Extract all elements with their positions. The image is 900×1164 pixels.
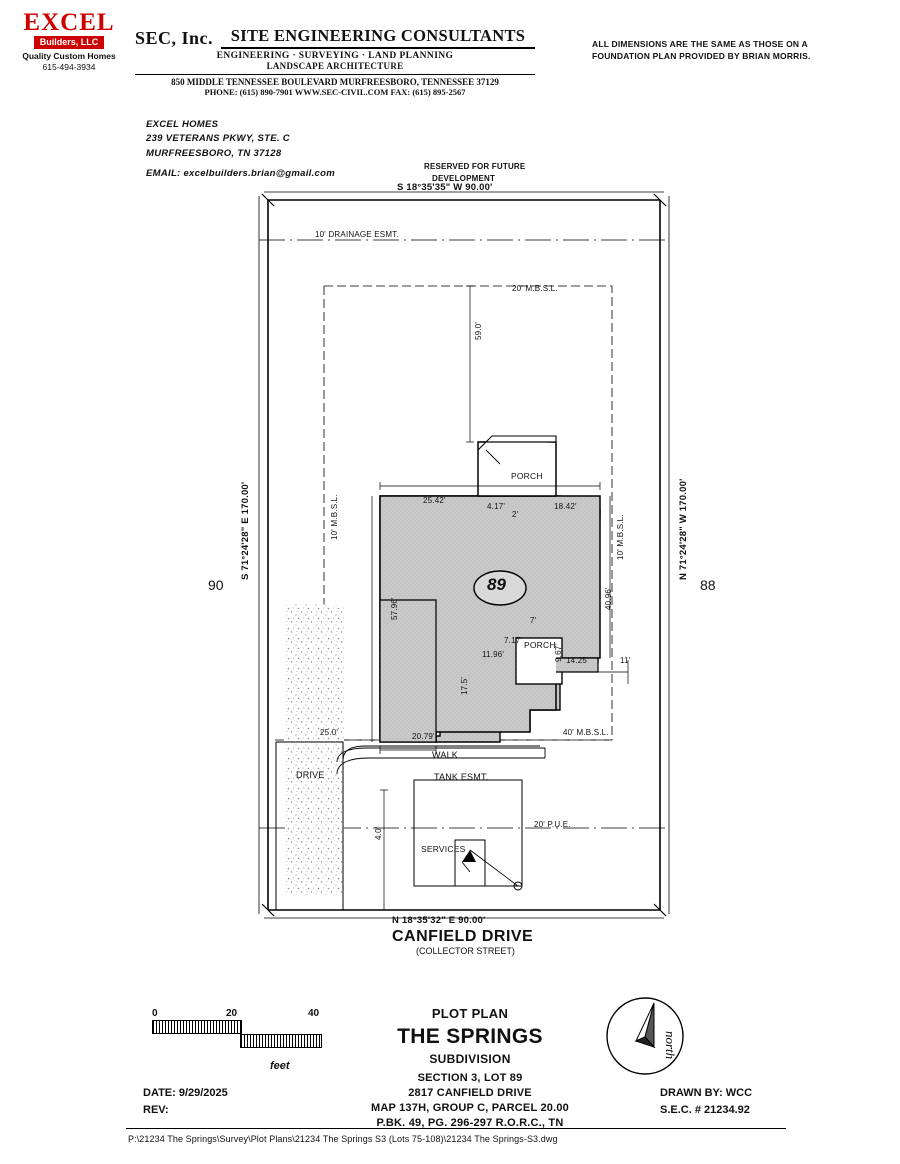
street-type: (COLLECTOR STREET)	[416, 946, 515, 956]
right-side-bearing: N 71°24'28" W 170.00'	[678, 478, 689, 580]
dim-2: 2'	[512, 510, 519, 519]
engineer-title-block	[135, 26, 535, 97]
firm-services-line-1: ENGINEERING · SURVEYING · LAND PLANNING	[216, 51, 454, 61]
firm-short-name: SEC, Inc.	[135, 28, 214, 48]
map-parcel: MAP 137H, GROUP C, PARCEL 20.00	[371, 1101, 569, 1114]
dim-9-67: 9.67'	[554, 643, 563, 662]
owner-street: 239 VETERANS PKWY, STE. C	[146, 133, 290, 145]
firm-services-line-2: LANDSCAPE ARCHITECTURE	[266, 61, 404, 71]
mbsl-top-label: 20' M.B.S.L.	[512, 284, 558, 293]
dim-17-5: 17.5'	[460, 676, 469, 695]
plot-plan-title: PLOT PLAN	[431, 1006, 509, 1021]
dim-20-79: 20.79'	[412, 732, 435, 741]
dim-14-25: 14.25'	[566, 656, 589, 665]
north-line-bearing: S 18°35'35" W 90.00'	[397, 182, 493, 193]
general-note: ALL DIMENSIONS ARE THE SAME AS THOSE ON A FOUNDATION PLAN PROVIDED BY BRIAN MORRIS.	[592, 39, 811, 62]
north-arrow-icon	[604, 995, 686, 1077]
scale-units: feet	[270, 1060, 290, 1072]
dim-7: 7'	[530, 616, 537, 625]
scale-tick-40: 40	[308, 1008, 320, 1019]
south-line-bearing: N 18°35'32" E 90.00'	[392, 915, 486, 926]
left-side-bearing: S 71°24'28" E 170.00'	[240, 481, 251, 580]
porch-upper-label: PORCH	[511, 471, 543, 481]
services-label: SERVICES	[421, 844, 466, 854]
scale-tick-20: 20	[226, 1008, 238, 1019]
drive-label: DRIVE	[296, 770, 325, 780]
rev-label: REV:	[143, 1104, 169, 1117]
firm-full-name: SITE ENGINEERING CONSULTANTS	[221, 26, 535, 49]
walk-label: WALK	[432, 750, 458, 760]
drawing-file-path: P:\21234 The Springs\Survey\Plot Plans\21234 The Springs S3 (Lots 75-108)\21234 The Springs-S3.dwg	[128, 1134, 558, 1144]
reserved-label-line2: DEVELOPMENT	[432, 174, 496, 183]
logo-phone: 615-494-3934	[42, 62, 96, 72]
dim-11-96: 11.96'	[482, 650, 505, 659]
sec-number-label: S.E.C. # 21234.92	[660, 1104, 750, 1117]
tank-easement-label: TANK ESMT.	[434, 772, 489, 782]
dim-11: 11'	[620, 656, 631, 665]
scale-bar	[152, 1008, 342, 1072]
logo-wordmark: EXCEL	[23, 9, 115, 36]
adjacent-lot-88: 88	[700, 577, 716, 593]
dim-4-17: 4.17'	[487, 502, 506, 511]
dim-25-0: 25.0'	[320, 728, 339, 737]
north-arrow-text: north	[663, 1031, 678, 1060]
logo-badge: Builders, LLC	[34, 36, 104, 49]
street-name: CANFIELD DRIVE	[392, 928, 534, 945]
pue-label: 20' P.U.E.	[534, 820, 571, 829]
plan-svg	[0, 150, 900, 960]
lot-number-label: 89	[487, 575, 506, 594]
section-lot: SECTION 3, LOT 89	[417, 1072, 523, 1085]
plan-title-block	[330, 1005, 610, 1130]
site-address: 2817 CANFIELD DRIVE	[408, 1086, 532, 1099]
subdivision-name: THE SPRINGS	[397, 1024, 543, 1048]
drawn-by-label: DRAWN BY: WCC	[660, 1087, 753, 1099]
footer-divider	[126, 1128, 786, 1129]
firm-address: 850 MIDDLE TENNESSEE BOULEVARD MURFREESBORO, TENNESSEE 37129	[135, 74, 535, 87]
drawn-by-block	[660, 1085, 752, 1119]
mbsl-bottom-label: 40' M.B.S.L.	[563, 728, 609, 737]
drainage-easement-label: 10' DRAINAGE ESMT.	[315, 230, 399, 239]
owner-city: MURFREESBORO, TN 37128	[146, 147, 282, 159]
porch-lower-label: PORCH	[524, 640, 556, 650]
date-label: DATE: 9/29/2025	[143, 1087, 228, 1099]
date-rev-block	[143, 1085, 228, 1119]
dim-7-17: 7.17'	[504, 636, 523, 645]
mbsl-right-label: 10' M.B.S.L.	[616, 514, 625, 560]
dim-25-42: 25.42'	[423, 496, 446, 505]
site-plan-drawing	[0, 150, 900, 960]
dim-18-42: 18.42'	[554, 502, 577, 511]
dim-40-96: 40.96'	[604, 587, 613, 610]
scale-tick-0: 0	[152, 1008, 158, 1019]
mbsl-left-label: 10' M.B.S.L.	[330, 494, 339, 540]
owner-name: EXCEL HOMES	[146, 119, 219, 130]
subdivision-word: SUBDIVISION	[429, 1051, 511, 1066]
reserved-label-line1: RESERVED FOR FUTURE	[424, 162, 526, 171]
owner-email: EMAIL: excelbuilders.brian@gmail.com	[146, 167, 335, 179]
north-arrow	[604, 995, 686, 1077]
dim-57-96: 57.96'	[390, 597, 399, 620]
dim-59: 59.0'	[474, 321, 483, 340]
dim-4-0: 4.0'	[374, 826, 383, 840]
firm-contact: PHONE: (615) 890-7901 WWW.SEC-CIVIL.COM FAX: (615) 895-2567	[204, 87, 466, 97]
logo-tagline: Quality Custom Homes	[22, 51, 116, 61]
excel-builders-logo	[14, 10, 124, 72]
plat-reference: P.BK. 49, PG. 296-297 R.O.R.C., TN	[376, 1116, 564, 1129]
adjacent-lot-90: 90	[208, 577, 224, 593]
